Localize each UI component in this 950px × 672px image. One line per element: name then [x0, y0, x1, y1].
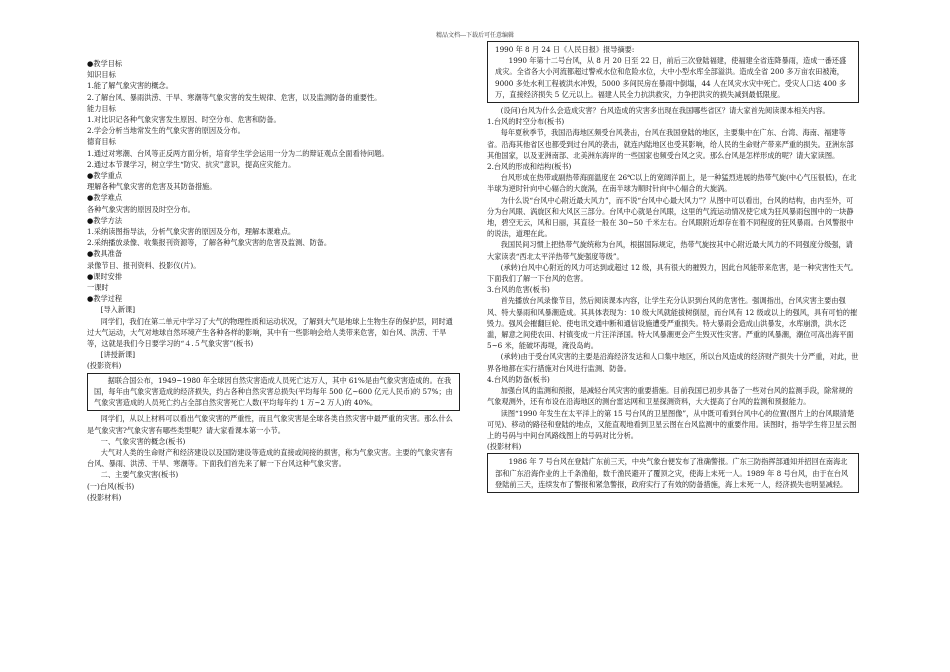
quoted-material-box — [487, 453, 859, 493]
text-paragraph: 1.能了解气象灾害的概念。 — [87, 81, 173, 91]
text-paragraph: 1.台风的时空分布(板书) — [487, 117, 565, 127]
quoted-material-box — [487, 41, 859, 103]
material-paragraph: 1990 年第十二号台风，从 8 月 20 日至 22 日，前后三次登陆福建，使福建全省连降暴雨，造成一番还盛成灾。全省各大小河流都超过警戒水位和危险水位，大中小型水库全部溢洪。造成全省 200 多万亩农田被淹，9000 多处水利工程被洪水冲毁，5000 多间民房在暴雨中倒塌，44 人在风灾水灾中死亡。受灾人口达 400 多万，直接经济损失 5 亿元以上。福建人民全力抗洪救灾，力争把洪灾的损失减到最低限度。 — [495, 56, 847, 99]
text-paragraph: 各种气象灾害的原因及时空分布。 — [87, 204, 195, 214]
text-paragraph: (投影资料) — [87, 361, 122, 371]
text-paragraph: 4.台风的防备(板书) — [487, 374, 550, 384]
text-paragraph: 1.采纳读图指导法，分析气象灾害的原因及分布，理解本课难点。 — [87, 227, 296, 237]
text-paragraph: 为什么说“台风中心附近最大风力”，而不说“台风中心最大风力”？从图中可以看出，台风的结构，由内至外，可分为台风眼、涡旋区和大风区三部分。台风中心就是台风眼，这里的气流运动情况使它成为狂风暴雨包围中的一块静地，碧空无云，风和日丽，其直径一般在 30~50 千米左右。台风眼附近却存在着不同程度的狂风暴雨。台风警报中的说法，道理在此。 — [487, 195, 854, 239]
text-paragraph: 德育目标 — [87, 137, 116, 147]
text-paragraph: 加强台风的监测和预报，是减轻台风灾害的重要措施。目前我国已初步具备了一些对台风的监测手段，除常规的气象观测外，还有布设在沿海地区的测台雷达网和卫星探测资料，大大提高了台风的监测和预报能力。 — [487, 386, 853, 407]
text-paragraph: (投影材料) — [87, 492, 122, 502]
text-paragraph: [导入新课] — [100, 305, 136, 315]
text-paragraph: 同学们，我们在第二单元中学习了大气的物理性质和运动状况，了解到大气是地球上生物生存的保护层，同时通过大气运动，大气对地球自然环境产生各种各样的影响，其中有一些影响会给人类带来危害，如台风、洪涝、干旱等，这就是我们今日要学习的“４.５气象灾害”(板书) — [87, 316, 453, 349]
text-paragraph: 每年夏秋季节，我国沿海地区频受台风袭击，台风在我国登陆的地区，主要集中在广东、台湾、海南、福建等省。沿海其他省区也都受到过台风的袭击，就连内陆地区也受其影响，给人民的生命财产带来严重的损失。亚洲东部其他国家，以及亚洲南部、北美洲东海岸的一些国家也频受台风之灾。那么台风是怎样形成的呢？请大家读图。 — [487, 128, 854, 160]
text-paragraph: 录像节目、报刊资料、投影仪(片)。 — [87, 260, 201, 270]
text-paragraph: 读图“1990 年发生在太平洋上的第 15 号台风的卫星图像”，从中既可看到台风中心的位置(图片上的台风眼清楚可见)、移动的路径和登陆的地点，又能直观地看到卫星云图在台风监测中的重要作用。读图时，指导学生将卫星云图上的号码与中间台风路线图上的号码对比分析。 — [487, 408, 857, 440]
text-paragraph: 2.台风的形成和结构(板书) — [487, 162, 572, 172]
text-paragraph: ●教学重点 — [87, 171, 123, 181]
text-paragraph: 2.采纳播放录像、收集报刊资源等，了解各种气象灾害的危害及监测、防备。 — [87, 238, 332, 248]
material-paragraph: 据联合国公布，1949~1980 年全球因自然灾害造成人员死亡达万人，其中 61%是由气象灾害造成的。在我国，每年由气象灾害造成的经济损失，约占各种自然灾害总损失(平均每年 500 亿~600 亿元人民币)的 57%；由气象灾害造成的人员死亡约占全部自然灾害死亡人数(平均每年约 1 万~2 万人)的 40%。 — [94, 375, 453, 408]
text-paragraph: (承转)台风中心附近的风力可达到或超过 12 级，具有很大的摧毁力，因此台风能带来危害，是一种灾害性天气。下面我们了解一下台风的危害。 — [487, 262, 858, 284]
text-paragraph: 首先播放台风录像节目，然后阅读课本内容，让学生充分认识到台风的危害性。强调指出，台风灾害主要由强风、特大暴雨和风暴潮造成。其具体表现为：10 级大风就能拔树倒屋，而台风有 12 级或以上的强风，具有可怕的摧毁力。强风会摧翻巨轮、使电讯交通中断和通信设施遭受严重损失。特大暴雨会造成山洪暴发，水库崩溃，洪水泛滥，解意之间使农田、村镇变成一片汪洋泽国。特大风暴潮更会产生毁灭性灾害。严重的风暴潮，潮位可高出海平面 5~6 米，能破坏海堤，淹没岛屿。 — [487, 296, 858, 351]
text-paragraph: ●教学目标 — [87, 59, 123, 68]
text-paragraph: (一)台风(板书) — [87, 481, 135, 491]
text-paragraph: ●课时安排 — [87, 271, 123, 281]
text-paragraph: 理解各种气象灾害的危害及其防备措施。 — [87, 182, 217, 192]
text-paragraph: [讲授新课] — [100, 350, 136, 360]
right-column — [487, 40, 859, 495]
text-paragraph: (设问)台风为什么会造成灾害？台风造成的灾害多出现在我国哪些省区？请大家首先阅读课本相关内容。 — [500, 106, 830, 116]
text-paragraph: ●教学方法 — [87, 215, 123, 225]
text-paragraph: 1.通过对寒潮、台风等正反两方面分析，培育学生学会运用一分为二的辩证观点全面看待问题。 — [87, 148, 389, 158]
text-paragraph: 同学们，从以上材料可以看出气象灾害的严重性，而且气象灾害是全球各类自然灾害中最严重的灾害。那么什么是气象灾害?气象灾害有哪些类型呢？请大家看课本第一小节。 — [87, 414, 453, 435]
text-paragraph: (承转)由于受台风灾害的主要是沿海经济发达和人口集中地区，所以台风造成的经济财产损失十分严重，对此，世界各地都在实行措施对台风进行监测、防备。 — [487, 352, 859, 373]
text-paragraph: 能力目标 — [87, 103, 116, 113]
text-paragraph: 知识目标 — [87, 70, 116, 80]
material-paragraph: 1986 年 7 号台风在登陆广东前三天，中央气象台便发布了准确警报。广东三防指挥部通知并招回在南海北部和广东沿海作业的上千条渔船，数千渔民避开了覆顶之灾，使海上未死一人。1989 年 8 号台风，由于在台风登陆前三天，连续发布了警报和紧急警报，政府实行了有效的防备措施，海上未死一人，经济损失也明显减轻。 — [495, 457, 849, 489]
text-paragraph: 2.了解台风、暴雨洪涝、干旱、寒潮等气象灾害的发生规律、危害，以及监测防备的重要性。 — [87, 92, 382, 102]
text-paragraph: 一、气象灾害的概念(板书) — [100, 436, 186, 446]
text-paragraph: 3.台风的危害(板书) — [487, 285, 550, 295]
page-header: 精品文档---下载后可任意编辑 — [435, 32, 515, 39]
text-paragraph: (投影材料) — [487, 442, 522, 452]
text-paragraph: 2.学会分析当地常发生的气象灾害的原因及分布。 — [87, 126, 245, 136]
text-paragraph: 台风形成在热带或副热带海面温度在 26℃以上的宽阔洋面上，是一种猛烈进展的热带气旋(中心气压很低)，在北半球为逆时针向中心辐合的大旋涡，在南半球为顺时针向中心辐合的大旋涡。 — [487, 173, 857, 194]
text-paragraph: 2.通过本节课学习，树立学生“防灾、抗灾”意识，提高应灾能力。 — [87, 159, 296, 169]
text-paragraph: 1.对比识记各种气象灾害发生原因、时空分布、危害和防备。 — [87, 115, 281, 125]
text-paragraph: ●教学过程 — [87, 294, 123, 304]
quoted-material-box — [87, 373, 460, 412]
text-paragraph: 我国民间习惯上把热带气旋统称为台风，根据国际规定，热带气旋按其中心附近最大风力的不同强度分级强，请大家读表“西北太平洋热带气旋强度等级”。 — [487, 240, 853, 261]
text-paragraph: 大气对人类的生命财产和经济建设以及国防建设等造成的直接或间接的损害，称为气象灾害。主要的气象灾害有台风、暴雨、洪涝、干旱、寒潮等。下面我们首先来了解一下台风这种气象灾害。 — [87, 447, 453, 469]
text-paragraph: 二、主要气象灾害(板书) — [100, 470, 179, 480]
text-paragraph: ●教具准备 — [87, 249, 123, 259]
left-column — [87, 58, 460, 503]
text-paragraph: 一课时 — [87, 283, 109, 293]
material-paragraph: 1990 年 8 月 24 日《人民日报》报导摘要: — [495, 45, 635, 54]
text-paragraph: ●教学难点 — [87, 193, 123, 203]
